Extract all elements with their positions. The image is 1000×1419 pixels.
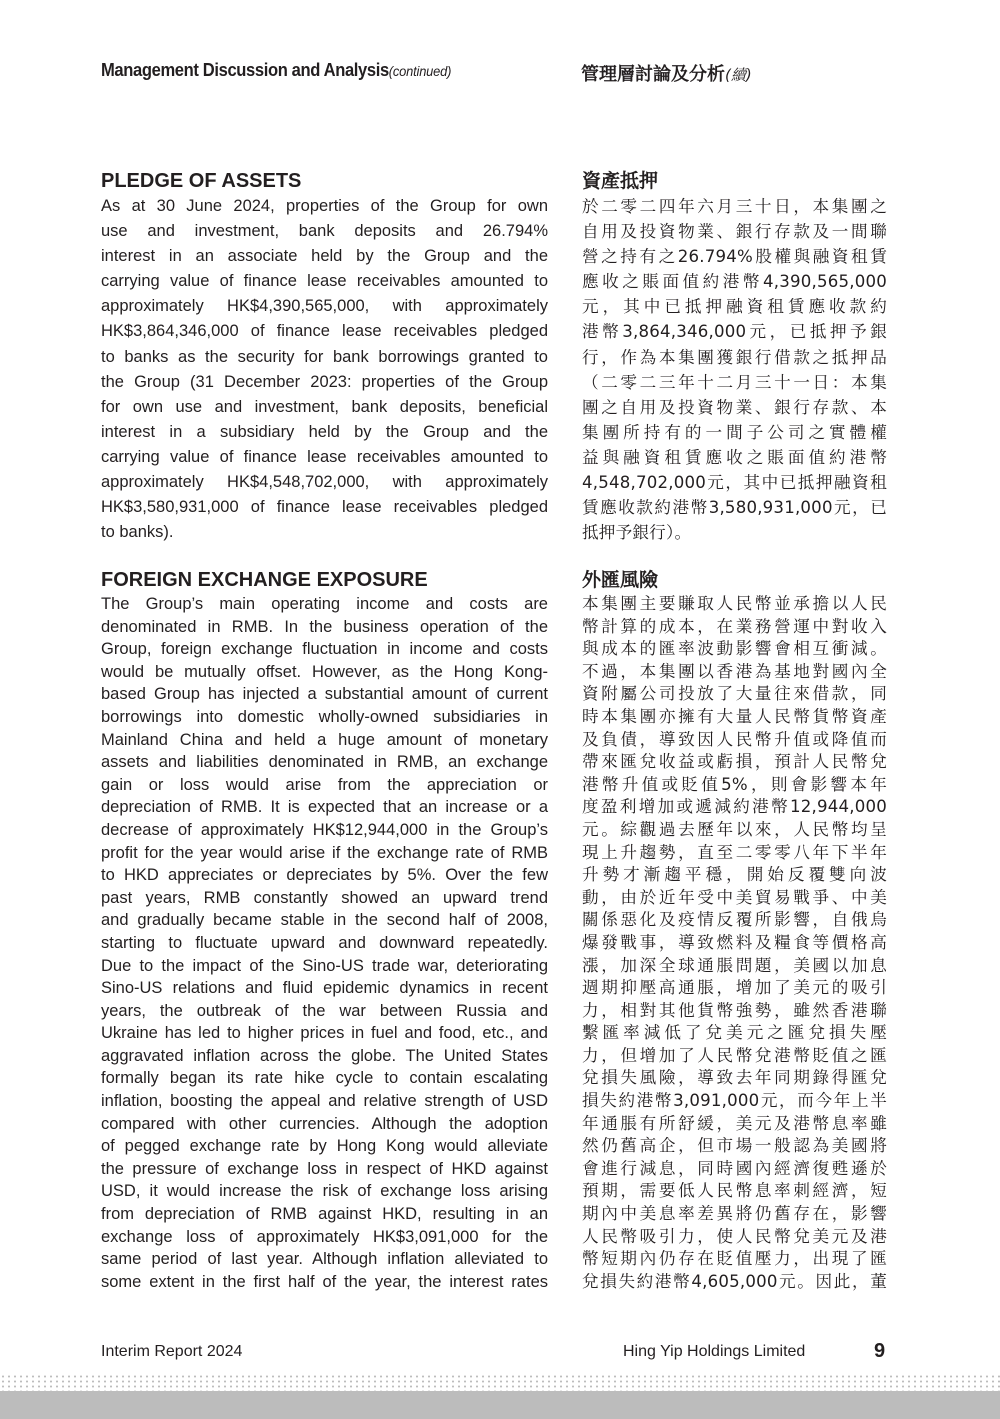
text-line: 港幣3,864,346,000元，已抵押予銀	[582, 322, 887, 342]
text-line: interest in an associate held by the Group and the	[101, 247, 548, 266]
text-line: approximately HK$4,548,702,000, with approximately	[101, 473, 548, 492]
header-title-en	[101, 60, 451, 81]
text-line: past years, RMB constantly showed an upward trend	[101, 888, 548, 907]
text-line: gain or loss would arise from the appreciation or	[101, 775, 548, 794]
footer-report-title: Interim Report 2024	[101, 1343, 243, 1360]
text-line: 幣短期內仍存在貶值壓力，出現了匯	[582, 1249, 887, 1269]
page-header	[101, 60, 899, 88]
text-line: 週期抑壓高通脹，增加了美元的吸引	[582, 978, 887, 998]
text-line: compared with other currencies. Although the adoption	[101, 1114, 548, 1133]
text-line: and gradually became stable in the second half of 2008,	[101, 911, 548, 930]
text-line: 行，作為本集團獲銀行借款之抵押品	[582, 347, 887, 367]
text-line: 會進行減息，同時國內經濟復甦遜於	[582, 1158, 887, 1178]
forex-column-en	[101, 567, 548, 1293]
text-line: profit for the year would arise if the exchange rate of RMB	[101, 843, 548, 862]
text-line: of pegged exchange rate by Hong Kong would alleviate	[101, 1137, 548, 1156]
text-line: 與成本的匯率波動影響會相互衝減。	[582, 639, 887, 659]
text-line: borrowings into domestic wholly-owned subsidiaries in	[101, 707, 548, 726]
forex-heading-zh: 外匯風險	[582, 569, 659, 591]
text-line: 動，由於近年受中美貿易戰爭、中美	[582, 887, 887, 907]
text-line: 力，相對其他貨幣強勢，雖然香港聯	[582, 1000, 887, 1020]
forex-paragraph-zh	[582, 593, 887, 1293]
text-line: decrease of approximately HK$12,944,000 in the Group’s	[101, 820, 548, 839]
header-title-en-text: Management Discussion and Analysis	[101, 60, 389, 80]
text-line: Due to the impact of the Sino-US trade war, deteriorating	[101, 956, 548, 975]
text-line: 幣計算的成本，在業務營運中對收入	[582, 616, 887, 636]
text-line: Mainland China and held a huge amount of monetary	[101, 730, 548, 749]
text-line: （二零二三年十二月三十一日：本集	[582, 372, 887, 392]
text-line: 不過，本集團以香港為基地對國內全	[582, 661, 887, 681]
text-line: would be mutually offset. However, as the Hong Kong-	[101, 662, 548, 681]
text-line: same period of last year. Although inflation alleviated to	[101, 1250, 548, 1269]
text-line: interest in a subsidiary held by the Group and the	[101, 422, 548, 441]
text-line: HK$3,580,931,000 of finance lease receivables pledged	[101, 498, 548, 517]
text-line: assets and liabilities denominated in RMB, an exchange	[101, 753, 548, 772]
text-line: Ukraine has led to higher prices in fuel and food, etc., and	[101, 1024, 548, 1043]
text-line: 年通脹有所舒緩，美元及港幣息率雖	[582, 1113, 887, 1133]
text-line: As at 30 June 2024, properties of the Group for own	[101, 197, 548, 215]
text-line: to HKD appreciates or depreciates by 5%. Over the few	[101, 866, 548, 885]
text-line: 繫匯率減低了兌美元之匯兌損失壓	[582, 1023, 887, 1043]
text-line: 兌損失約港幣4,605,000元。因此，董	[582, 1271, 887, 1291]
text-line: 應收之賬面值約港幣4,390,565,000	[582, 272, 887, 292]
header-continued-zh: (續)	[725, 66, 752, 84]
text-line: from depreciation of RMB against HKD, resulting in an	[101, 1205, 548, 1224]
text-line: 損失約港幣3,091,000元，而今年上半	[582, 1091, 887, 1111]
text-line: for own use and investment, bank deposits, beneficial	[101, 397, 548, 416]
text-line: exchange loss of approximately HK$3,091,000 for the	[101, 1227, 548, 1246]
pledge-column-zh	[582, 168, 887, 545]
text-line: 益與融資租賃應收之賬面值約港幣	[582, 447, 887, 467]
text-line: 賃應收款約港幣3,580,931,000元，已	[582, 498, 887, 518]
text-line: 元，其中已抵押融資租賃應收款約	[582, 297, 887, 317]
text-line: 團之自用及投資物業、銀行存款、本	[582, 397, 887, 417]
text-line: 營之持有之26.794%股權與融資租賃	[582, 247, 887, 267]
decorative-grey-bar	[0, 1391, 1000, 1419]
text-line: 度盈利增加或遞減約港幣12,944,000	[582, 797, 887, 817]
text-line: carrying value of finance lease receivables amounted to	[101, 272, 548, 291]
text-line: 漲，加深全球通脹問題，美國以加息	[582, 955, 887, 975]
text-line: 期內中美息率差異將仍舊存在，影響	[582, 1204, 887, 1224]
text-line: 關係惡化及疫情反覆所影響，自俄烏	[582, 910, 887, 930]
text-line: 時本集團亦擁有大量人民幣貨幣資產	[582, 706, 887, 726]
text-line: aggravated inflation across the globe. The United States	[101, 1046, 548, 1065]
text-line: HK$3,864,346,000 of finance lease receivables pledged	[101, 322, 548, 341]
footer-company-name: Hing Yip Holdings Limited	[623, 1343, 806, 1360]
text-line: 自用及投資物業、銀行存款及一間聯	[582, 222, 887, 242]
text-line: 力，但增加了人民幣兌港幣貶值之匯	[582, 1045, 887, 1065]
text-line: 然仍舊高企，但市場一般認為美國將	[582, 1136, 887, 1156]
forex-heading-en: FOREIGN EXCHANGE EXPOSURE	[101, 569, 428, 591]
text-line: 於二零二四年六月三十日，本集團之	[582, 197, 887, 216]
page-footer	[101, 1340, 886, 1364]
text-line: use and investment, bank deposits and 26.794%	[101, 222, 548, 241]
header-title-zh-text: 管理層討論及分析	[581, 64, 725, 85]
text-line: USD, it would increase the risk of exchange loss arising	[101, 1182, 548, 1201]
text-line: denominated in RMB. In the business operation of the	[101, 617, 548, 636]
text-line: carrying value of finance lease receivables amounted to	[101, 447, 548, 466]
text-line: The Group’s main operating income and costs are	[101, 595, 548, 613]
text-line: 本集團主要賺取人民幣並承擔以人民	[582, 594, 887, 613]
pledge-column-en	[101, 168, 548, 545]
pledge-heading-en: PLEDGE OF ASSETS	[101, 170, 302, 192]
text-line: to banks as the security for bank borrowings granted to	[101, 347, 548, 366]
text-line: to banks).	[101, 523, 174, 542]
text-line: Group, foreign exchange fluctuation in income and costs	[101, 640, 548, 659]
forex-column-zh	[582, 567, 887, 1293]
text-line: 兌損失風險，導致去年同期錄得匯兌	[582, 1068, 887, 1088]
text-line: 抵押予銀行）。	[582, 523, 692, 543]
text-line: years, the outbreak of the war between Russia and	[101, 1001, 548, 1020]
text-line: 爆發戰事，導致燃料及糧食等價格高	[582, 932, 887, 952]
text-line: Sino-US relations and fluid epidemic dynamics in recent	[101, 979, 548, 998]
text-line: formally began its rate hike cycle to contain escalating	[101, 1069, 548, 1088]
text-line: starting to fluctuate upward and downward repeatedly.	[101, 933, 548, 952]
text-line: 元。綜觀過去歷年以來，人民幣均呈	[582, 819, 887, 839]
text-line: depreciation of RMB. It is expected that an increase or a	[101, 798, 548, 817]
text-line: 集團所持有的一間子公司之實體權	[582, 422, 887, 442]
header-continued-en: (continued)	[388, 63, 452, 79]
text-line: 升勢才漸趨平穩，開始反覆雙向波	[582, 865, 887, 885]
pledge-paragraph-en	[101, 194, 548, 545]
page-number: 9	[874, 1340, 886, 1362]
header-title-zh	[581, 60, 752, 86]
text-line: 港幣升值或貶值5%，則會影響本年	[582, 774, 887, 794]
forex-paragraph-en	[101, 593, 548, 1293]
text-line: 4,548,702,000元，其中已抵押融資租	[582, 473, 887, 493]
text-line: approximately HK$4,390,565,000, with approximately	[101, 297, 548, 316]
pledge-heading-zh: 資產抵押	[582, 170, 659, 192]
text-line: inflation, boosting the appeal and relative strength of USD	[101, 1092, 548, 1111]
text-line: some extent in the first half of the year, the interest rates	[101, 1272, 548, 1291]
text-line: 及負債，導致因人民幣升值或降值而	[582, 729, 887, 749]
text-line: 現上升趨勢，直至二零零八年下半年	[582, 842, 887, 862]
text-line: 帶來匯兌收益或虧損，預計人民幣兌	[582, 752, 887, 772]
decorative-dot-band	[0, 1374, 1000, 1391]
text-line: based Group has injected a substantial amount of current	[101, 685, 548, 704]
text-line: 人民幣吸引力，使人民幣兌美元及港	[582, 1226, 887, 1246]
text-line: 資附屬公司投放了大量往來借款，同	[582, 684, 887, 704]
text-line: the Group (31 December 2023: properties of the Group	[101, 372, 548, 391]
pledge-paragraph-zh	[582, 194, 887, 545]
text-line: 預期，需要低人民幣息率刺經濟，短	[582, 1181, 887, 1201]
text-line: the pressure of exchange loss in respect of HKD against	[101, 1159, 548, 1178]
